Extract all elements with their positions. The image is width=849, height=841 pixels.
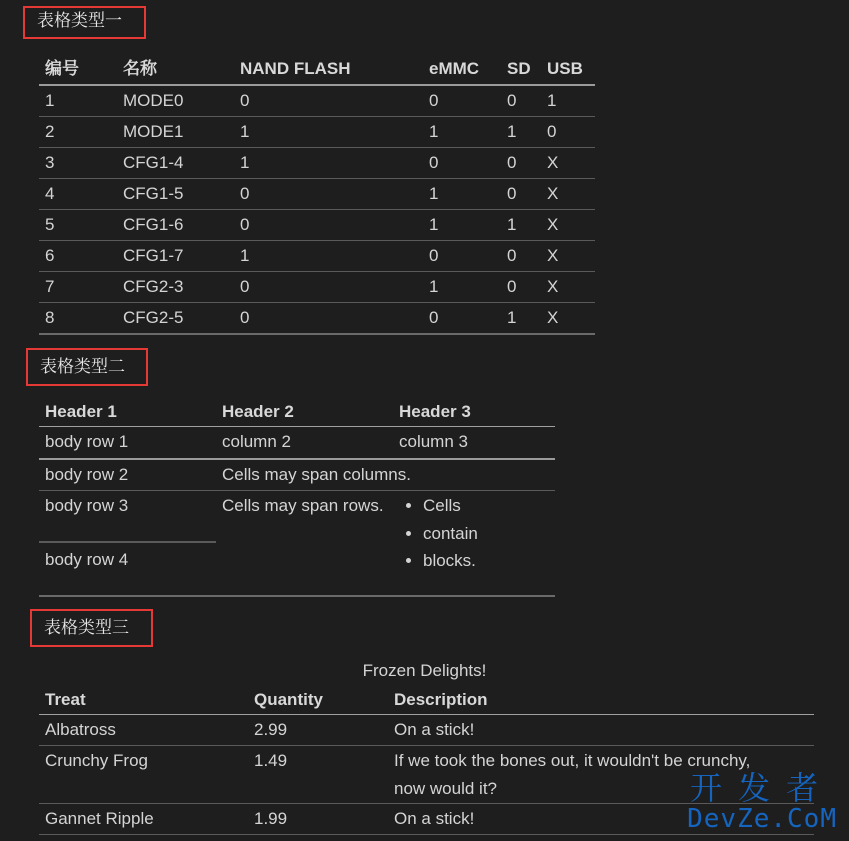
cell: 1.49 — [248, 746, 388, 804]
cell: On a stick! — [388, 804, 814, 835]
cell: 0 — [423, 85, 501, 117]
col-header: SD — [501, 56, 541, 85]
table-row — [39, 117, 595, 148]
cell: 0 — [423, 241, 501, 272]
table-row — [39, 148, 595, 179]
cell: 0 — [501, 148, 541, 179]
cell: 5 — [39, 210, 117, 241]
cell-rowspan: Cells may span rows. — [216, 491, 393, 597]
col-header: eMMC — [423, 56, 501, 85]
col-header: Header 2 — [216, 398, 393, 427]
cell: Crunchy Frog — [39, 746, 248, 804]
cell: MODE0 — [117, 85, 234, 117]
cell: 0 — [501, 272, 541, 303]
cell: X — [541, 210, 595, 241]
table-type-two — [39, 398, 555, 597]
table-row — [39, 210, 595, 241]
cell: CFG1-4 — [117, 148, 234, 179]
cell: 1 — [501, 303, 541, 335]
section-title-2: 表格类型二 — [26, 348, 148, 386]
cell: On a stick! — [388, 715, 814, 746]
cell-colspan: Cells may span columns. — [216, 459, 555, 491]
cell: 0 — [541, 117, 595, 148]
cell: body row 4 — [39, 542, 216, 596]
cell: 0 — [234, 85, 423, 117]
table-row — [39, 241, 595, 272]
cell: 2 — [39, 117, 117, 148]
col-header: 编号 — [39, 56, 117, 85]
col-header: USB — [541, 56, 595, 85]
cell: CFG2-3 — [117, 272, 234, 303]
table-row — [39, 459, 555, 491]
table-row — [39, 303, 595, 335]
cell: CFG2-5 — [117, 303, 234, 335]
cell: 0 — [234, 210, 423, 241]
cell: 8 — [39, 303, 117, 335]
table-header-row — [39, 398, 555, 427]
cell: 1 — [423, 179, 501, 210]
cell: 1 — [423, 272, 501, 303]
cell: 0 — [234, 179, 423, 210]
list-item: • blocks. — [423, 547, 555, 575]
watermark-line1: 开发者 — [690, 769, 835, 807]
table-row — [39, 85, 595, 117]
cell: X — [541, 179, 595, 210]
cell: 1 — [501, 210, 541, 241]
cell: 1.99 — [248, 804, 388, 835]
cell: 1 — [234, 241, 423, 272]
cell: 0 — [501, 179, 541, 210]
cell: 1 — [541, 85, 595, 117]
table-row — [39, 491, 555, 543]
cell: 1 — [423, 117, 501, 148]
cell: body row 3 — [39, 491, 216, 543]
col-header: Quantity — [248, 686, 388, 715]
section-title-3: 表格类型三 — [30, 609, 153, 647]
cell: column 2 — [216, 427, 393, 460]
table-row — [39, 272, 595, 303]
cell: 0 — [501, 85, 541, 117]
table-row — [39, 179, 595, 210]
cell: 1 — [423, 210, 501, 241]
col-header: 名称 — [117, 56, 234, 85]
description-line: If we took the bones out, it wouldn't be crunchy, — [394, 751, 751, 770]
cell: 1 — [234, 117, 423, 148]
table-caption: Frozen Delights! — [362, 661, 487, 680]
watermark-logo — [687, 771, 837, 833]
cell: X — [541, 303, 595, 335]
col-header: Treat — [39, 686, 248, 715]
table-header-row — [39, 56, 595, 85]
cell: 4 — [39, 179, 117, 210]
cell: X — [541, 148, 595, 179]
cell: Albatross — [39, 715, 248, 746]
cell: body row 1 — [39, 427, 216, 460]
cell: 3 — [39, 148, 117, 179]
col-header: NAND FLASH — [234, 56, 423, 85]
cell: 7 — [39, 272, 117, 303]
cell: 6 — [39, 241, 117, 272]
col-header: Description — [388, 686, 814, 715]
cell: 0 — [423, 303, 501, 335]
cell: X — [541, 241, 595, 272]
cell: CFG1-6 — [117, 210, 234, 241]
cell: body row 2 — [39, 459, 216, 491]
cell: CFG1-7 — [117, 241, 234, 272]
table-row — [39, 715, 814, 746]
cell: CFG1-5 — [117, 179, 234, 210]
cell: X — [541, 272, 595, 303]
col-header: Header 1 — [39, 398, 216, 427]
bullet-list — [399, 492, 555, 575]
cell: 0 — [234, 303, 423, 335]
cell: 1 — [39, 85, 117, 117]
cell: 2.99 — [248, 715, 388, 746]
cell: 1 — [234, 148, 423, 179]
col-header: Header 3 — [393, 398, 555, 427]
table-type-one — [39, 56, 595, 335]
table-row — [39, 427, 555, 460]
cell: 1 — [501, 117, 541, 148]
table-header-row — [39, 686, 814, 715]
description-line: now would it? — [394, 779, 498, 798]
list-item: • contain — [423, 520, 555, 548]
cell: 0 — [501, 241, 541, 272]
cell: Gannet Ripple — [39, 804, 248, 835]
cell: column 3 — [393, 427, 555, 460]
cell: 0 — [423, 148, 501, 179]
section-title-1: 表格类型一 — [23, 6, 146, 39]
cell: MODE1 — [117, 117, 234, 148]
cell-list — [393, 491, 555, 597]
watermark-line2: DevZe.CoM — [687, 804, 837, 834]
cell: 0 — [234, 272, 423, 303]
list-item: • Cells — [423, 492, 555, 520]
